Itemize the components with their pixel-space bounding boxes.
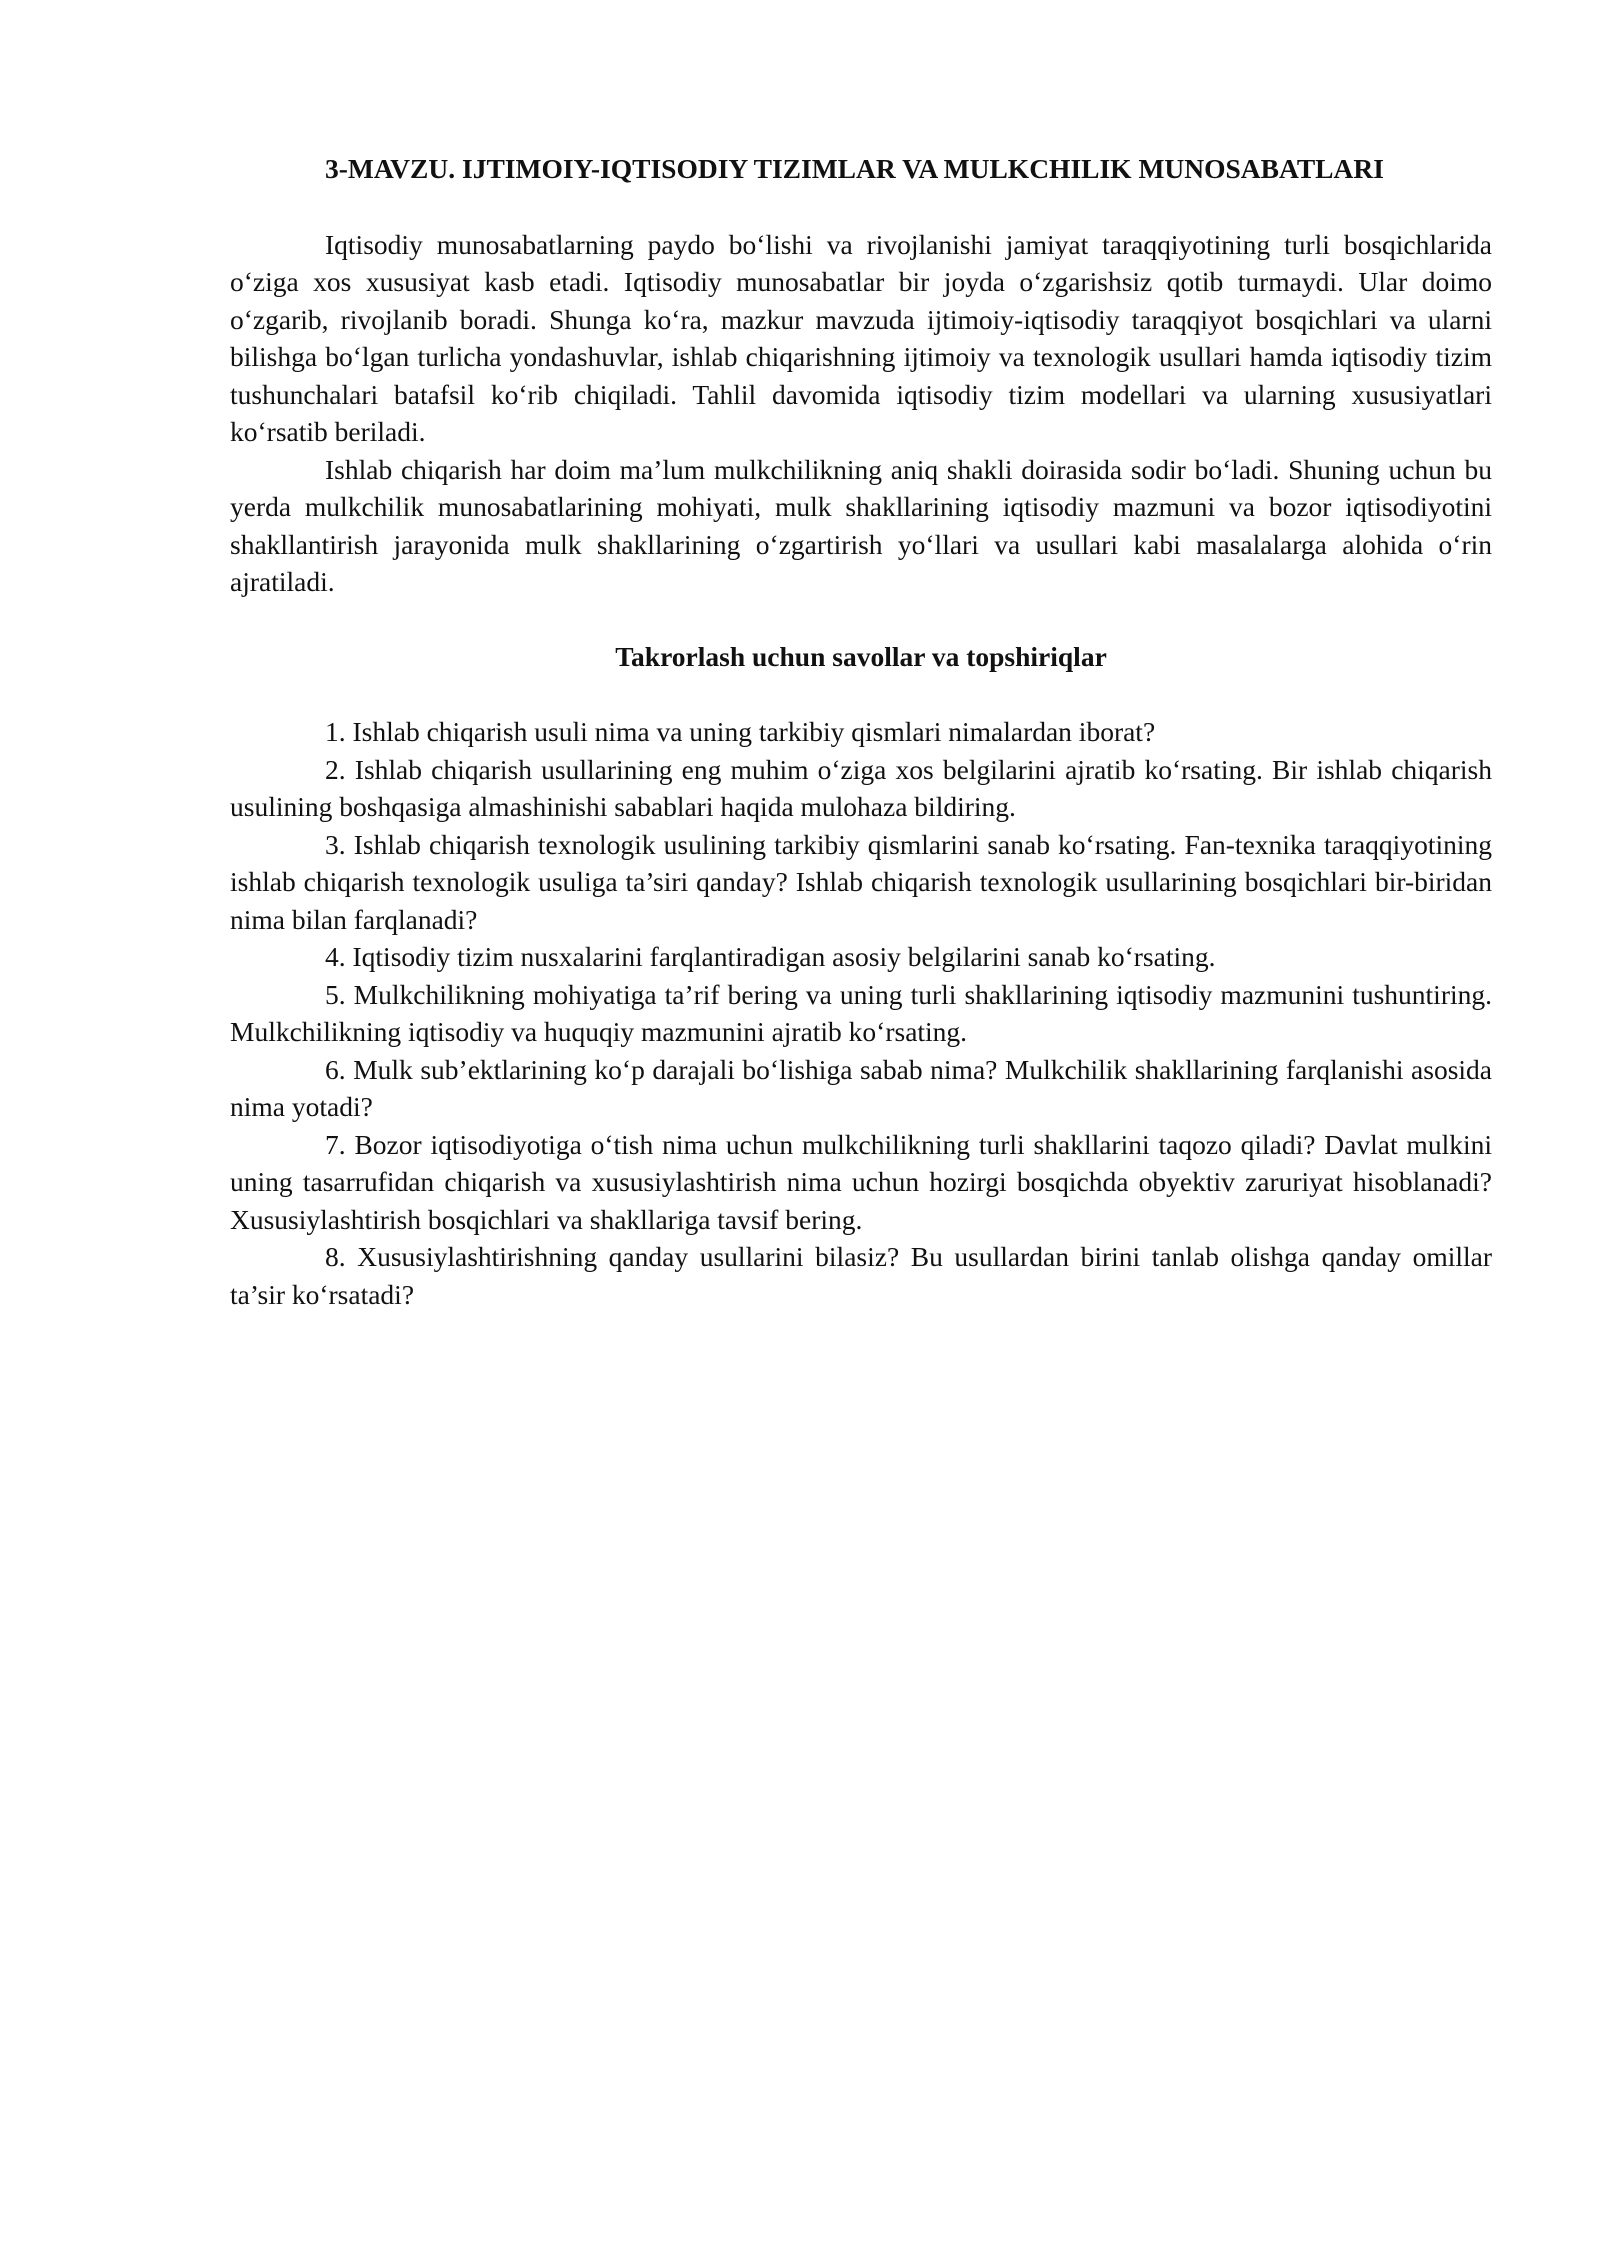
- questions-list: [230, 713, 1492, 1313]
- question-item: 6. Mulk sub’ektlarining ko‘p darajali bo‘lishiga sabab nima? Mulkchilik shakllarining farqlanishi asosida nima yotadi?: [230, 1053, 1492, 1122]
- questions-heading: Takrorlash uchun savollar va topshiriqlar: [615, 640, 1107, 672]
- intro-paragraph: Ishlab chiqarish har doim ma’lum mulkchilikning aniq shakli doirasida sodir bo‘ladi. Shuning uchun bu yerda mulkchilik munosabatlarining mohiyati, mulk shakllarining iqtisodiy mazmuni va bozor iqtisodiyotini shakllantirish jarayonida mulk shakllarining o‘zgartirish yo‘llari va usullari kabi masalalarga alohida o‘rin ajratiladi.: [230, 453, 1492, 597]
- question-item: 7. Bozor iqtisodiyotiga o‘tish nima uchun mulkchilikning turli shakllarini taqozo qiladi? Davlat mulkini uning tasarrufidan chiqarish va xususiylashtirish nima uchun hozirgi bosqichda obyektiv zaruriyat hisoblanadi? Xususiylashtirish bosqichlari va shakllariga tavsif bering.: [230, 1128, 1492, 1235]
- question-item: 5. Mulkchilikning mohiyatiga ta’rif bering va uning turli shakllarining iqtisodiy mazmunini tushuntiring. Mulkchilikning iqtisodiy va huquqiy mazmunini ajratib ko‘rsating.: [230, 978, 1492, 1047]
- question-item: 8. Xususiylashtirishning qanday usullarini bilasiz? Bu usullardan birini tanlab olishga qanday omillar ta’sir ko‘rsatadi?: [230, 1241, 1492, 1310]
- intro-section: [230, 226, 1492, 601]
- question-item: 1. Ishlab chiqarish usuli nima va uning tarkibiy qismlari nimalardan iborat?: [325, 716, 1156, 747]
- intro-paragraph: Iqtisodiy munosabatlarning paydo bo‘lishi va rivojlanishi jamiyat taraqqiyotining turli bosqichlarida o‘ziga xos xususiyat kasb etadi. Iqtisodiy munosabatlar bir joyda o‘zgarishsiz qotib turmaydi. Ular doimo o‘zgarib, rivojlanib boradi. Shunga ko‘ra, mazkur mavzuda ijtimoiy-iqtisodiy taraqqiyot bosqichlari va ularni bilishga bo‘lgan turlicha yondashuvlar, ishlab chiqarishning ijtimoiy va texnologik usullari hamda iqtisodiy tizim tushunchalari batafsil ko‘rib chiqiladi. Tahlil davomida iqtisodiy tizim modellari va ularning xususiyatlari ko‘rsatib beriladi.: [230, 228, 1492, 447]
- question-item: 4. Iqtisodiy tizim nusxalarini farqlantiradigan asosiy belgilarini sanab ko‘rsating.: [325, 941, 1216, 972]
- document-page: [230, 150, 1492, 1313]
- question-item: 3. Ishlab chiqarish texnologik usulining tarkibiy qismlarini sanab ko‘rsating. Fan-texnika taraqqiyotining ishlab chiqarish texnologik usuliga ta’siri qanday? Ishlab chiqarish texnologik usullarining bosqichlari bir-biridan nima bilan farqlanadi?: [230, 828, 1492, 935]
- document-title: 3-MAVZU. IJTIMOIY-IQTISODIY TIZIMLAR VA MULKCHILIK MUNOSABATLARI: [325, 153, 1384, 184]
- question-item: 2. Ishlab chiqarish usullarining eng muhim o‘ziga xos belgilarini ajratib ko‘rsating. Bir ishlab chiqarish usulining boshqasiga almashinishi sabablari haqida mulohaza bildiring.: [230, 753, 1492, 822]
